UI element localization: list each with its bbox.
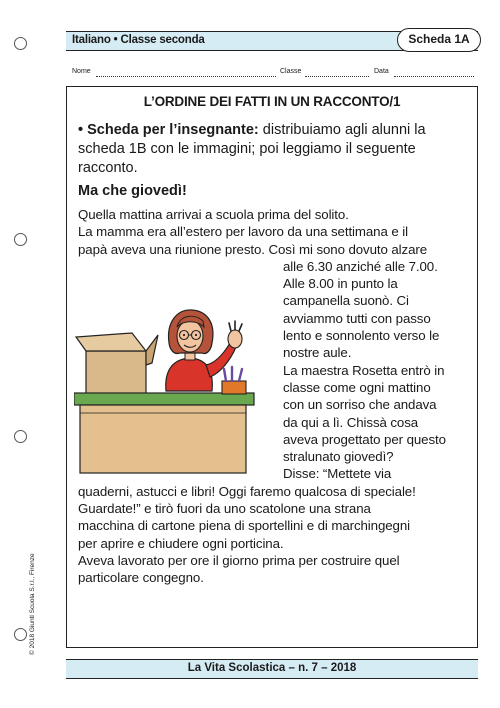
footer-label: La Vita Scolastica – n. 7 – 2018: [187, 662, 357, 674]
story-line: Disse: “Mettete via: [283, 466, 392, 482]
binder-hole-4: [14, 628, 27, 641]
note-text-2: scheda 1B con le immagini; poi leggiamo il seguente: [78, 141, 416, 157]
note-bullet: •: [78, 122, 88, 138]
class-field-line[interactable]: [305, 76, 369, 77]
story-title: Ma che giovedì!: [78, 183, 187, 199]
story-line: per aprire e chiudere ogni porticina.: [78, 535, 284, 551]
story-line: con un sorriso che andava: [283, 397, 437, 413]
binder-hole-2: [14, 233, 27, 246]
header-bar: [66, 31, 478, 51]
story-line: classe come ogni mattino: [283, 379, 431, 395]
worksheet-body: [66, 86, 478, 648]
story-line: Guardate!” e tirò fuori da uno scatolone una strana: [78, 501, 371, 517]
note-label: Scheda per l’insegnante:: [87, 122, 259, 138]
story-line: La mamma era all’estero per lavoro da una settimana e il: [78, 224, 408, 240]
story-line: Quella mattina arrivai a scuola prima del solito.: [78, 207, 349, 222]
story-line: stralunato giovedì?: [283, 449, 394, 465]
story-line: macchina di cartone piena di sportellini e di marchingegni: [78, 518, 410, 534]
story-line: Alle 8.00 in punto la: [283, 276, 398, 292]
story-line: avviammo tutti con passo: [283, 310, 431, 326]
teacher-note: [78, 121, 463, 178]
subject-label: Italiano • Classe seconda: [72, 34, 205, 46]
student-fields: [72, 68, 474, 80]
binder-hole-1: [14, 37, 27, 50]
teacher-illustration: [74, 303, 279, 475]
story-line: aveva progettato per questo: [283, 431, 446, 447]
date-label: Data: [374, 68, 389, 75]
sheet-tab: [397, 28, 481, 52]
note-text-1: distribuiamo agli alunni la: [258, 122, 426, 138]
copyright-text: © 2018 Giunti Scuola S.r.l., Firenze: [29, 553, 36, 655]
story-line: particolare congegno.: [78, 570, 204, 586]
story-line: campanella suonò. Ci: [283, 293, 409, 309]
sheet-label: Scheda 1A: [408, 32, 470, 46]
worksheet-title: L’ORDINE DEI FATTI IN UN RACCONTO/1: [143, 94, 401, 109]
footer-bar: [66, 659, 478, 679]
binder-hole-3: [14, 430, 27, 443]
story-line: Aveva lavorato per ore il giorno prima per costruire quel: [78, 552, 400, 568]
story-line: alle 6.30 anziché alle 7.00.: [283, 258, 438, 274]
class-label: Classe: [280, 68, 302, 75]
story-line: nostre aule.: [283, 345, 352, 361]
story-line: da qui a lì. Chissà cosa: [283, 414, 419, 430]
story-line: lento e sonnolento verso le: [283, 328, 440, 344]
date-field-line[interactable]: [394, 76, 474, 77]
story-line: papà aveva una riunione presto. Così mi sono dovuto alzare: [78, 241, 428, 257]
story-line: La maestra Rosetta entrò in: [283, 362, 445, 378]
note-text-3: racconto.: [78, 160, 138, 176]
story-line: quaderni, astucci e libri! Oggi faremo qualcosa di speciale!: [78, 483, 416, 499]
name-label: Nome: [72, 68, 91, 75]
name-field-line[interactable]: [96, 76, 276, 77]
